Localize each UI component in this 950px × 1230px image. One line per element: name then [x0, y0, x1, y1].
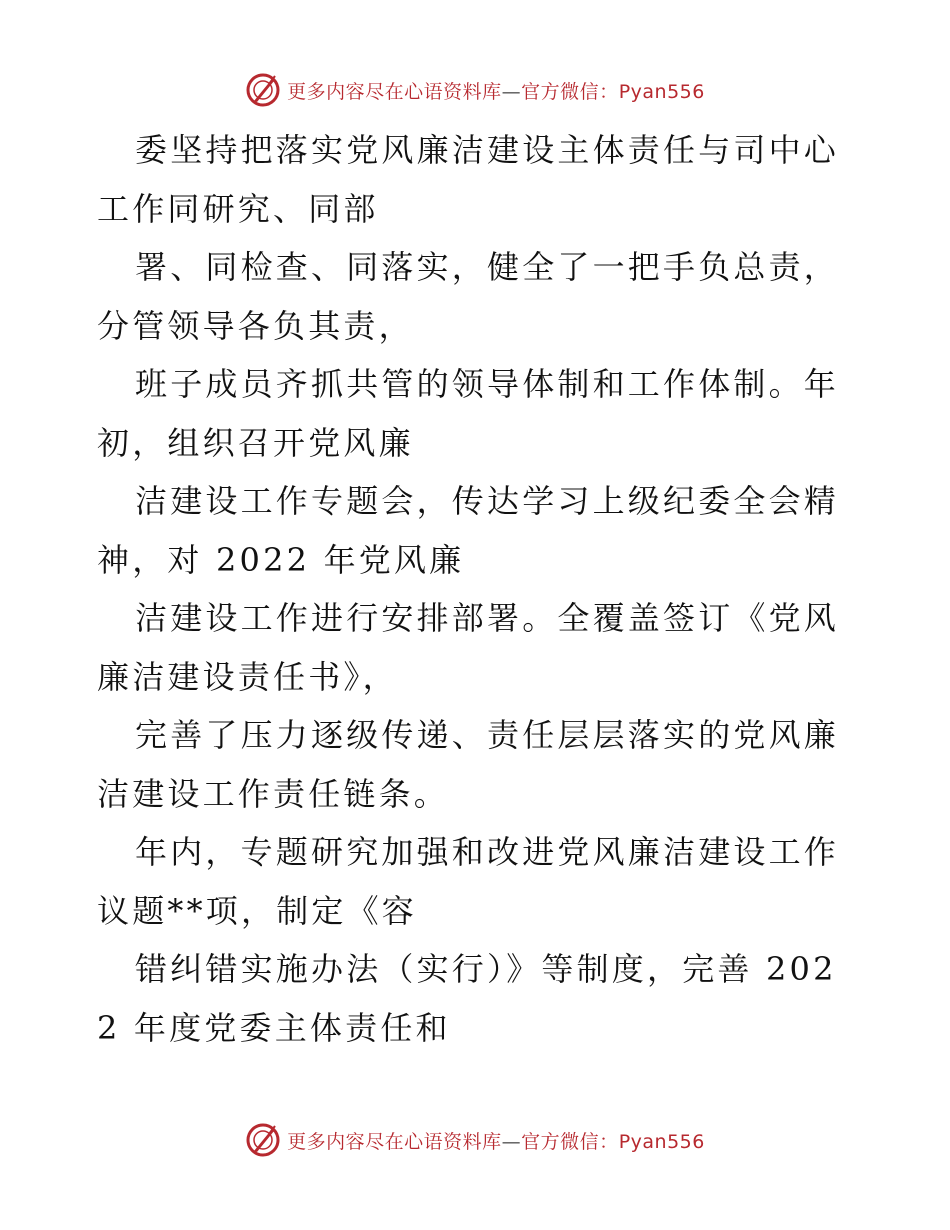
watermark-text: 更多内容尽在心语资料库—官方微信：Pyan556 — [287, 80, 705, 103]
paragraph-3: 班子成员齐抓共管的领导体制和工作体制。年初，组织召开党风廉 — [97, 365, 840, 462]
paragraph-1: 委坚持把落实党风廉洁建设主体责任与司中心工作同研究、同部 — [97, 131, 840, 228]
paragraph-7: 年内，专题研究加强和改进党风廉洁建设工作议题**项，制定《容 — [97, 833, 840, 930]
red-seal-quill-icon — [245, 1122, 281, 1158]
paragraph-8: 错纠错实施办法（实行）》等制度，完善 2022 年度党委主体责任和 — [97, 950, 837, 1047]
paragraph-6: 完善了压力逐级传递、责任层层落实的党风廉洁建设工作责任链条。 — [97, 716, 840, 813]
header-watermark — [0, 70, 950, 110]
red-seal-quill-icon — [245, 72, 281, 108]
watermark-text: 更多内容尽在心语资料库—官方微信：Pyan556 — [287, 1130, 705, 1153]
document-body — [97, 121, 857, 1057]
footer-watermark — [0, 1120, 950, 1160]
paragraph-2: 署、同检查、同落实，健全了一把手负总责，分管领导各负其责， — [97, 248, 840, 345]
paragraph-4: 洁建设工作专题会，传达学习上级纪委全会精神，对 2022 年党风廉 — [97, 482, 840, 579]
paragraph-5: 洁建设工作进行安排部署。全覆盖签订《党风廉洁建设责任书》， — [97, 599, 840, 696]
